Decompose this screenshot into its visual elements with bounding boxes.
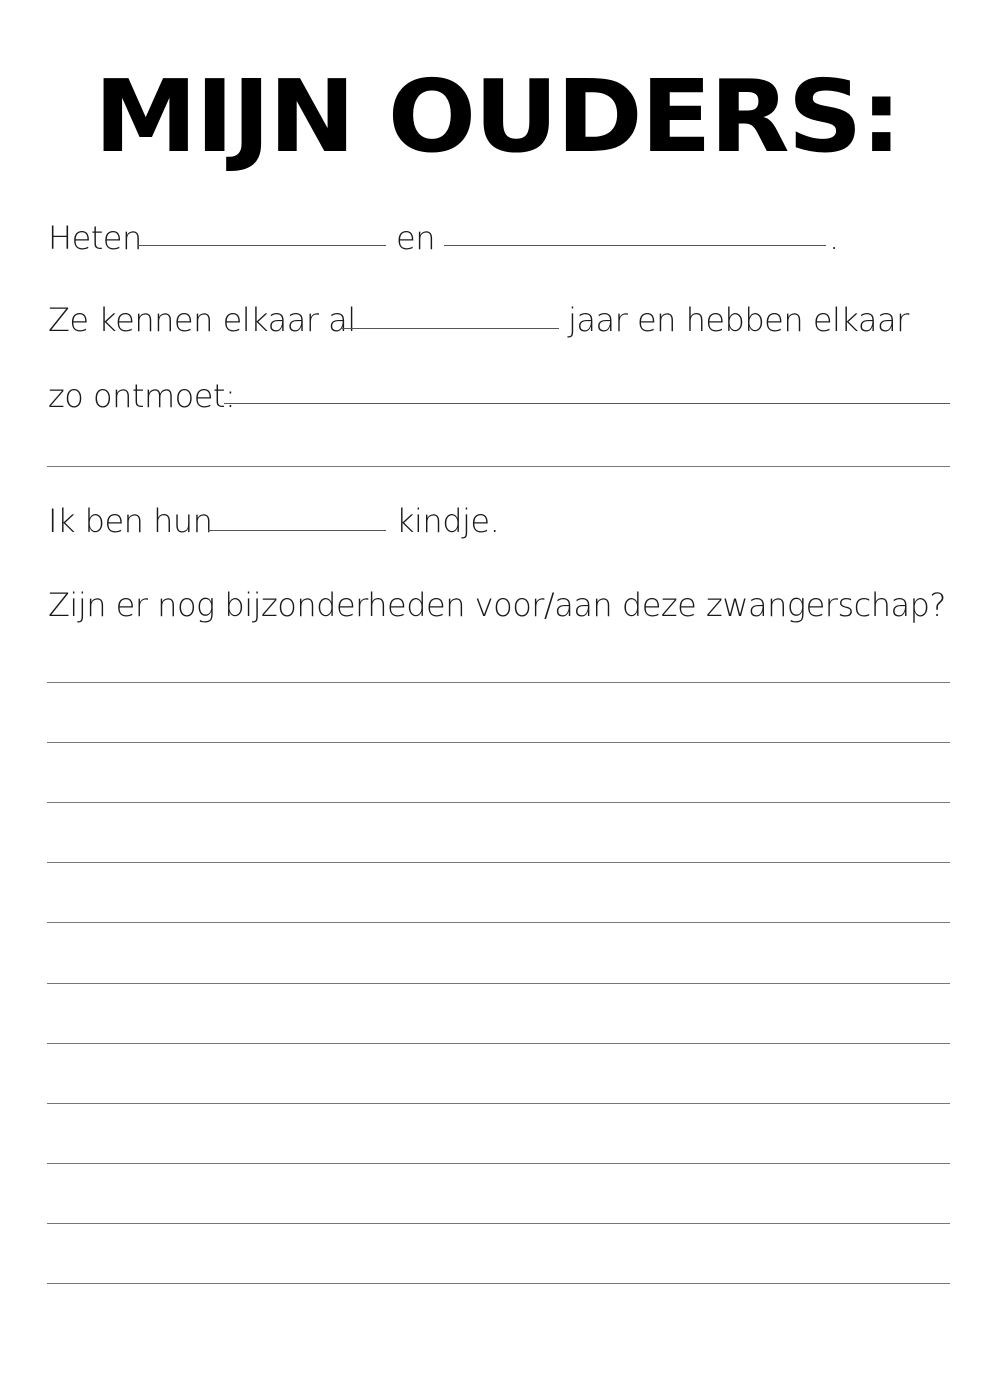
writing-line[interactable] (47, 682, 950, 683)
writing-line[interactable] (47, 802, 950, 803)
how-met-field[interactable] (224, 403, 950, 404)
parent2-name-field[interactable] (444, 245, 826, 246)
names-prefix: Heten (48, 219, 142, 257)
years-suffix: jaar en hebben elkaar (568, 301, 909, 339)
parent1-name-field[interactable] (138, 245, 386, 246)
writing-line[interactable] (47, 1043, 950, 1044)
child-order-field[interactable] (208, 530, 386, 531)
page-title: MIJN OUDERS: (93, 58, 900, 175)
writing-line[interactable] (47, 922, 950, 923)
writing-line[interactable] (47, 862, 950, 863)
child-order-suffix: kindje. (396, 502, 500, 540)
names-suffix: . (829, 219, 839, 257)
writing-line[interactable] (47, 983, 950, 984)
writing-line[interactable] (47, 1103, 950, 1104)
writing-line[interactable] (47, 742, 950, 743)
met-prefix: zo ontmoet: (48, 377, 236, 415)
pregnancy-question: Zijn er nog bijzonderheden voor/aan deze zwangerschap? (48, 586, 946, 624)
years-prefix: Ze kennen elkaar al (48, 301, 356, 339)
names-conjunction: en (396, 219, 435, 257)
writing-line[interactable] (47, 1223, 950, 1224)
child-order-prefix: Ik ben hun (48, 502, 213, 540)
years-known-field[interactable] (341, 328, 559, 329)
writing-line[interactable] (47, 1283, 950, 1284)
how-met-field-continued[interactable] (47, 466, 950, 467)
writing-line[interactable] (47, 1163, 950, 1164)
